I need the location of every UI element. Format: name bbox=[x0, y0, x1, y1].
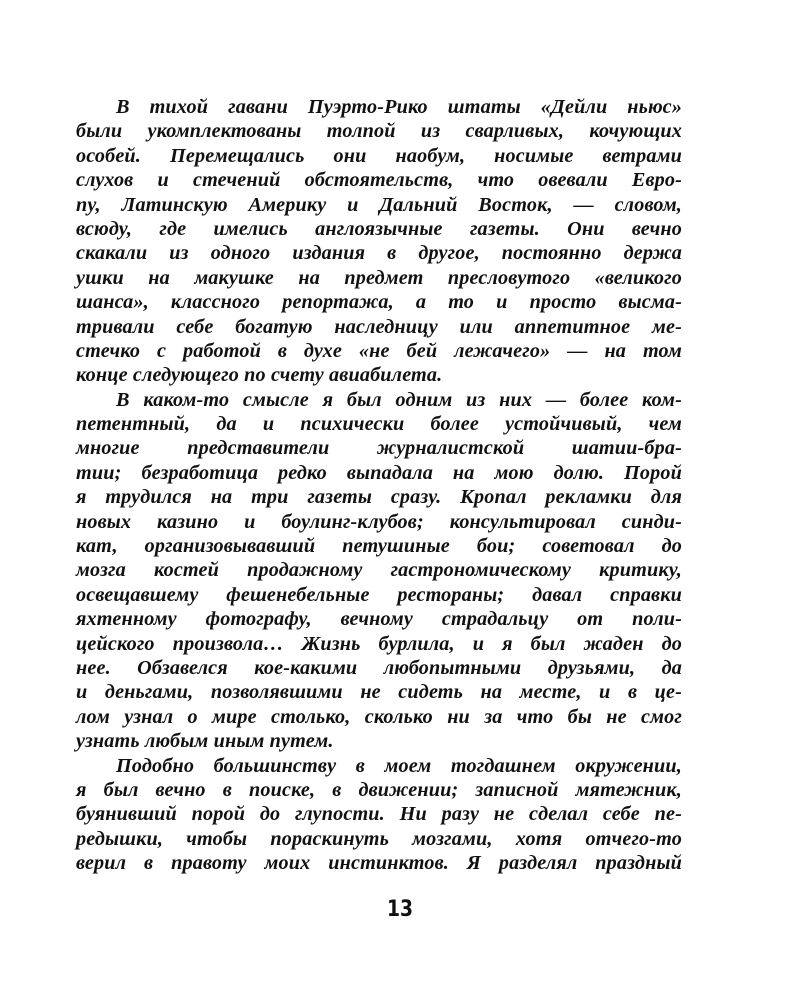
text-line: петентный, да и психически более устойчивый, чем bbox=[76, 413, 682, 436]
text-line: стечко с работой в духе «не бей лежачего» — на том bbox=[76, 339, 682, 362]
paragraph-2 bbox=[76, 388, 682, 754]
text-line: В тихой гавани Пуэрто-Рико штаты «Дейли ньюс» bbox=[116, 96, 682, 118]
text-line: были укомплектованы толпой из сварливых, кочующих bbox=[76, 120, 682, 143]
text-line: тии; безработица редко выпадала на мою долю. Порой bbox=[76, 461, 682, 484]
text-line: ушки на макушке на предмет пресловутого «великого bbox=[76, 266, 682, 289]
text-line: редышки, чтобы пораскинуть мозгами, хотя отчего-то bbox=[76, 827, 682, 850]
page-number: 13 bbox=[386, 897, 414, 922]
text-line: лом узнал о мире столько, сколько ни за что бы не смог bbox=[76, 705, 682, 728]
text-line: всюду, где имелись англоязычные газеты. Они вечно bbox=[76, 217, 682, 240]
text-line: цейского произвола… Жизнь бурлила, и я был жаден до bbox=[76, 632, 682, 655]
text-line: мозга костей продажному гастрономическому критику, bbox=[76, 559, 682, 582]
paragraph-1 bbox=[76, 95, 682, 388]
text-line: В каком-то смысле я был одним из них — более ком- bbox=[116, 388, 682, 411]
text-line: тривали себе богатую наследницу или аппетитное ме- bbox=[76, 315, 682, 338]
text-line: особей. Перемещались они наобум, носимые ветрами bbox=[76, 144, 682, 167]
text-line: буянивший порой до глупости. Ни разу не сделал себе пе- bbox=[76, 803, 682, 826]
text-line: слухов и стечений обстоятельств, что овевали Евро- bbox=[76, 169, 682, 192]
text-line: нее. Обзавелся кое-какими любопытными друзьями, да bbox=[76, 656, 682, 679]
text-line: новых казино и боулинг-клубов; консультировал синди- bbox=[76, 510, 682, 533]
text-line: верил в правоту моих инстинктов. Я разделял праздный bbox=[76, 852, 682, 875]
text-line: кат, организовывавший петушиные бои; советовал до bbox=[76, 535, 682, 558]
text-line: узнать любым иным путем. bbox=[76, 730, 334, 753]
page-text bbox=[76, 95, 682, 876]
text-line: я был вечно в поиске, в движении; записной мятежник, bbox=[76, 778, 682, 801]
text-line: скакали из одного издания в другое, постоянно держа bbox=[76, 242, 682, 265]
text-line: яхтенному фотографу, вечному страдальцу от поли- bbox=[76, 608, 682, 631]
text-line: пу, Латинскую Америку и Дальний Восток, — словом, bbox=[76, 193, 682, 216]
text-line: освещавшему фешенебельные рестораны; давал справки bbox=[76, 583, 682, 606]
text-line: Подобно большинству в моем тогдашнем окружении, bbox=[116, 754, 682, 777]
text-line: многие представители журналистской шатии-бра- bbox=[76, 437, 682, 460]
text-line: шанса», классного репортажа, а то и просто высма- bbox=[76, 291, 682, 314]
text-line: я трудился на три газеты сразу. Кропал рекламки для bbox=[76, 486, 682, 509]
text-line: конце следующего по счету авиабилета. bbox=[76, 364, 443, 387]
text-line: и деньгами, позволявшими не сидеть на месте, и в це- bbox=[76, 681, 682, 704]
paragraph-3 bbox=[76, 754, 682, 876]
